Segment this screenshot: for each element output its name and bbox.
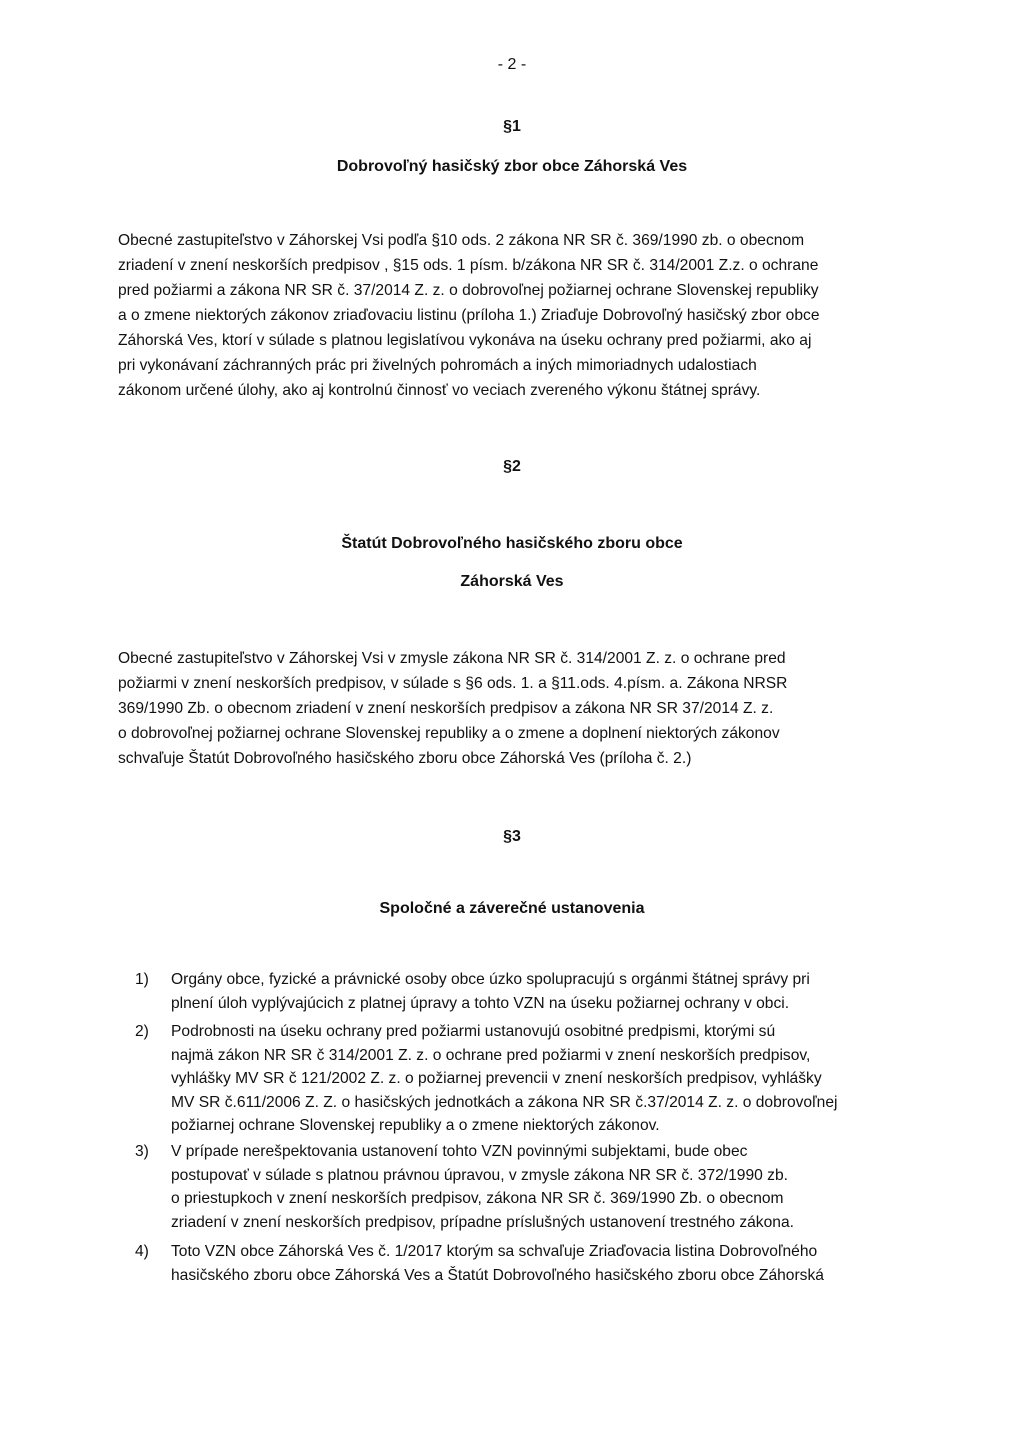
list-item-line: o priestupkoch v znení neskorších predpisov, zákona NR SR č. 369/1990 Zb. o obecnom [171, 1190, 784, 1207]
section-1-heading: Dobrovoľný hasičský zbor obce Záhorská Ves [336, 158, 688, 175]
paragraph-line: Záhorská Ves, ktorí v súlade s platnou legislatívou vykonáva na úseku ochrany pred požiarmi, ako aj [118, 332, 812, 349]
list-item-line: požiarnej ochrane Slovenskej republiky a o zmene niektorých zákonov. [171, 1117, 660, 1134]
list-item-line: V prípade nerešpektovania ustanovení tohto VZN povinnými subjektami, bude obec [171, 1143, 748, 1160]
list-item-text [171, 1140, 911, 1234]
paragraph-line: pred požiarmi a zákona NR SR č. 37/2014 Z. z. o dobrovoľnej požiarnej ochrane Slovenskej republiky [118, 282, 819, 299]
list-item-line: vyhlášky MV SR č 121/2002 Z. z. o požiarnej prevencii v znení neskorších predpisov, vyhlášky [171, 1070, 822, 1087]
section-2-marker: §2 [503, 458, 521, 475]
page-number: - 2 - [497, 56, 527, 73]
list-item-line: Orgány obce, fyzické a právnické osoby obce úzko spolupracujú s orgánmi štátnej správy pri [171, 971, 810, 988]
list-item-line: Podrobnosti na úseku ochrany pred požiarmi ustanovujú osobitné predpismi, ktorými sú [171, 1023, 776, 1040]
section-2-heading: Štatút Dobrovoľného hasičského zboru obce [341, 535, 683, 552]
paragraph-line: Obecné zastupiteľstvo v Záhorskej Vsi v zmysle zákona NR SR č. 314/2001 Z. z. o ochrane pred [118, 650, 786, 667]
list-item-line: postupovať v súlade s platnou právnou úpravou, v zmysle zákona NR SR č. 372/1990 zb. [171, 1166, 788, 1184]
paragraph-line: o dobrovoľnej požiarnej ochrane Slovenskej republiky a o zmene a doplnení niektorých zákonov [118, 725, 780, 742]
paragraph-line: 369/1990 Zb. o obecnom zriadení v znení neskorších predpisov a zákona NR SR 37/2014 Z. z. [118, 700, 774, 717]
list-item-line: plnení úloh vyplývajúcich z platnej úpravy a tohto VZN na úseku požiarnej ochrany v obci. [171, 994, 790, 1012]
list-item-number: 4) [135, 1243, 149, 1260]
list-item-number: 1) [135, 971, 149, 988]
list-item-number: 3) [135, 1143, 149, 1160]
section-1-paragraph [118, 228, 908, 403]
paragraph-line: a o zmene niektorých zákonov zriaďovaciu listinu (príloha 1.) Zriaďuje Dobrovoľný hasičský zbor obce [118, 307, 820, 324]
paragraph-line: Obecné zastupiteľstvo v Záhorskej Vsi podľa §10 ods. 2 zákona NR SR č. 369/1990 zb. o obecnom [118, 232, 805, 249]
list-item-text [171, 1240, 911, 1287]
paragraph-line: požiarmi v znení neskorších predpisov, v súlade s §6 ods. 1. a §11.ods. 4.písm. a. Zákona NRSR [118, 675, 788, 692]
list-item-text [171, 1020, 911, 1138]
paragraph-line: zákonom určené úlohy, ako aj kontrolnú činnosť vo veciach zvereného výkonu štátnej správy. [118, 382, 761, 399]
paragraph-line: pri vykonávaní záchranných prác pri živelných pohromách a iných mimoriadnych udalostiach [118, 357, 757, 374]
section-3-marker: §3 [503, 828, 521, 845]
list-item-line: najmä zákon NR SR č 314/2001 Z. z. o ochrane pred požiarmi v znení neskorších predpisov, [171, 1046, 811, 1064]
section-1-marker: §1 [503, 118, 521, 135]
list-item-line: hasičského zboru obce Záhorská Ves a Štatút Dobrovoľného hasičského zboru obce Záhorská [171, 1266, 824, 1284]
section-2-heading-line-2: Záhorská Ves [460, 573, 564, 590]
paragraph-line: zriadení v znení neskorších predpisov , §15 ods. 1 písm. b/zákona NR SR č. 314/2001 Z.z. o ochrane [118, 257, 819, 274]
list-item-text [171, 968, 911, 1015]
list-item-line: Toto VZN obce Záhorská Ves č. 1/2017 ktorým sa schvaľuje Zriaďovacia listina Dobrovoľného [171, 1243, 818, 1260]
paragraph-line: schvaľuje Štatút Dobrovoľného hasičského zboru obce Záhorská Ves (príloha č. 2.) [118, 750, 692, 767]
section-2-paragraph [118, 646, 908, 771]
list-item-line: MV SR č.611/2006 Z. Z. o hasičských jednotkách a zákona NR SR č.37/2014 Z. z. o dobrovoľnej [171, 1093, 838, 1111]
list-item-line: zriadení v znení neskorších predpisov, prípadne príslušných ustanovení trestného zákona. [171, 1213, 794, 1231]
section-3-heading: Spoločné a záverečné ustanovenia [379, 900, 645, 917]
list-item-number: 2) [135, 1023, 149, 1040]
